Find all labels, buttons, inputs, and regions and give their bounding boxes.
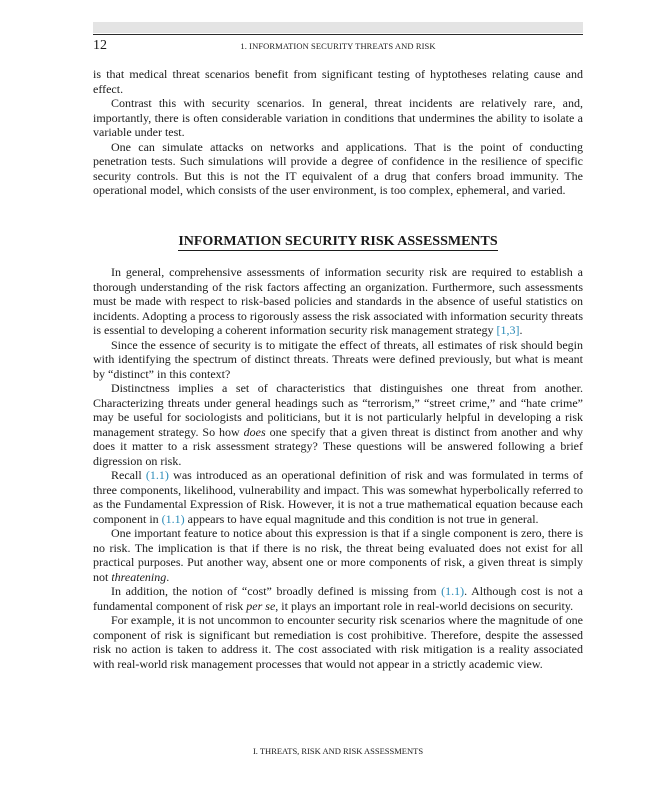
text-run: one specify that a given threat is distinct from another and why does it matter to a risk assessment strategy? These questions will be answered following a brief digression on risk. bbox=[93, 424, 583, 468]
paragraph: is that medical threat scenarios benefit from significant testing of hyptotheses relating cause and effect. bbox=[93, 67, 583, 96]
paragraph bbox=[93, 526, 583, 584]
paragraph bbox=[93, 265, 583, 338]
emphasis: threatening bbox=[111, 569, 167, 584]
page-number: 12 bbox=[93, 38, 107, 53]
text-run: appears to have equal magnitude and this condition is not true in general. bbox=[184, 511, 539, 526]
page-header bbox=[93, 34, 583, 53]
paragraph: For example, it is not uncommon to encounter security risk scenarios where the magnitude of one component of risk is significant but remediation is cost prohibitive. Therefore, despite the assessed risk no action is taken to address it. The cost associated with risk mitigation is a reality associated with real-world risk management processes that would not appear in a strictly academic view. bbox=[93, 613, 583, 671]
text-run: . bbox=[519, 323, 523, 337]
text-run: . Although cost is not a fundamental component of risk bbox=[93, 584, 583, 613]
emphasis: does bbox=[243, 424, 266, 439]
running-head: 1. INFORMATION SECURITY THREATS AND RISK bbox=[240, 41, 436, 51]
equation-ref-link[interactable]: (1.1) bbox=[441, 584, 465, 598]
paragraph bbox=[93, 468, 583, 526]
section-title-text: INFORMATION SECURITY RISK ASSESSMENTS bbox=[178, 233, 498, 249]
paragraph bbox=[93, 584, 583, 613]
paragraph bbox=[93, 381, 583, 468]
text-run: , it plays an important role in real-world decisions on security. bbox=[275, 598, 574, 613]
text-run: In general, comprehensive assessments of information security risk are required to establish a thorough understanding of the risk factors affecting an organization. Furthermore, such assessments must be made with respect to risk-based policies and standards in the absence of useful statistics on incidents. Adopting a process to rigorously assess the risk associated with information security threats is essential to developing a coherent information security risk management strategy bbox=[93, 265, 583, 337]
emphasis: per se bbox=[246, 598, 276, 613]
paragraph: Since the essence of security is to mitigate the effect of threats, all estimates of risk should begin with identifying the spectrum of distinct threats. Threats were defined previously, but what is meant by “distinct” in this context? bbox=[93, 337, 583, 381]
text-run: was introduced as an operational definition of risk and was formulated in terms of three components, likelihood, vulnerability and impact. This was somewhat hyperbolically referred to as the Fundamental Expression of Risk. However, it is not a true mathematical equation because each component in bbox=[93, 468, 583, 526]
text-run: One important feature to notice about this expression is that if a single component is zero, there is no risk. The implication is that if there is no risk, the threat being evaluated does not exist for all practical purposes. Put another way, absent one or more components of risk, a given threat is simply not bbox=[93, 526, 583, 584]
equation-ref-link[interactable]: (1.1) bbox=[145, 468, 169, 482]
section-title bbox=[93, 235, 583, 250]
page-footer: I. THREATS, RISK AND RISK ASSESSMENTS bbox=[252, 746, 424, 756]
text-run: . bbox=[166, 569, 170, 584]
paragraph: Contrast this with security scenarios. In general, threat incidents are relatively rare, and, importantly, there is often considerable variation in conditions that undermines the ability to isolate a variable under test. bbox=[93, 96, 583, 139]
text-run: Recall bbox=[111, 468, 146, 482]
equation-ref-link[interactable]: (1.1) bbox=[161, 511, 185, 526]
paragraph: One can simulate attacks on networks and applications. That is the point of conducting penetration tests. Such simulations will provide a degree of confidence in the resilience of specific security controls. But this is not the IT equivalent of a drug that confers broad immunity. The operational model, which consists of the user environment, is too complex, ephemeral, and varied. bbox=[93, 139, 583, 197]
text-run: Distinctness implies a set of characteristics that distinguishes one threat from another. Characterizing threats under general headings such as “terrorism,” “street crime,” and “hate crime” may be useful for sociologists and politicians, but it is not particularly helpful in developing a risk management strategy. So how bbox=[93, 381, 583, 439]
citation-link[interactable]: [1,3] bbox=[496, 323, 520, 337]
page-body bbox=[93, 67, 583, 671]
text-run: In addition, the notion of “cost” broadly defined is missing from bbox=[111, 584, 442, 598]
page-top-bar bbox=[93, 22, 583, 33]
